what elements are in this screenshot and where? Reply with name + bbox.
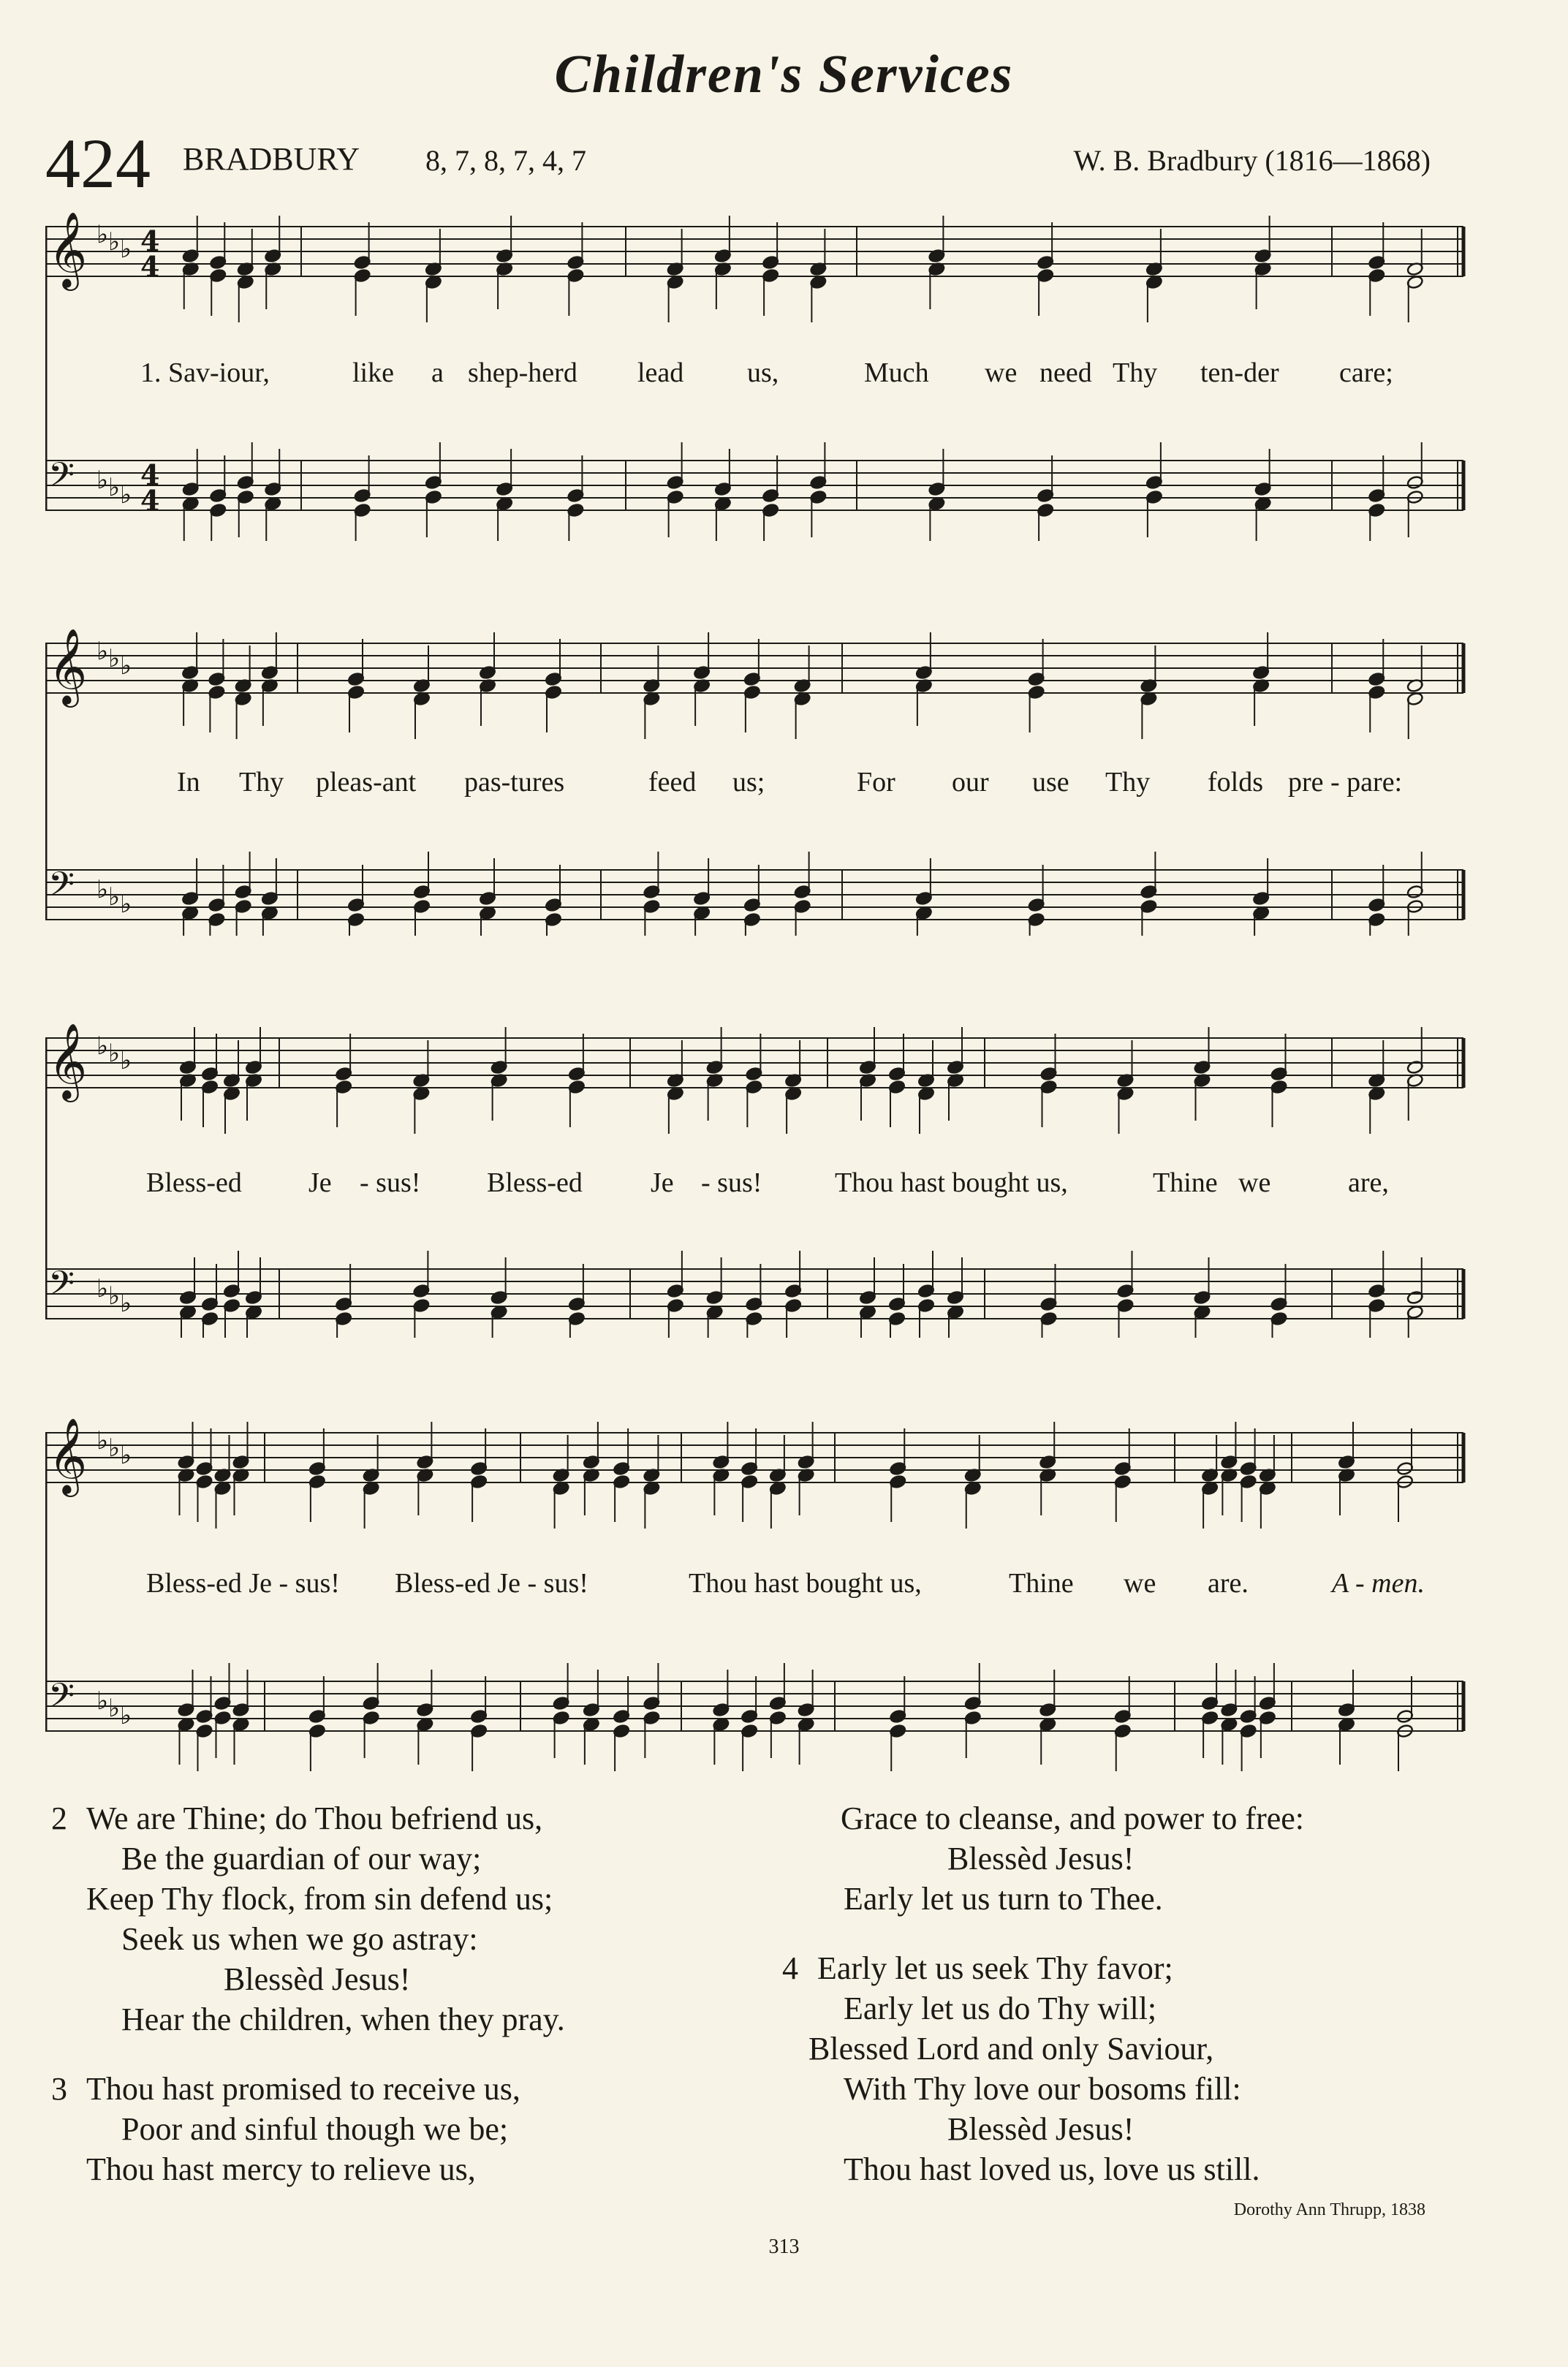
verse-line: Seek us when we go astray: <box>121 1921 478 1957</box>
svg-text:♭: ♭ <box>108 882 121 912</box>
lyric-syllable: For <box>857 767 895 798</box>
lyric-syllable: Thou hast bought us, <box>835 1167 1068 1198</box>
svg-text:♭: ♭ <box>96 1031 109 1061</box>
lyric-syllable: feed <box>648 767 697 798</box>
svg-text:♭: ♭ <box>108 473 121 502</box>
lyric-syllable: 1. Sav-iour, <box>140 357 270 388</box>
svg-text:4: 4 <box>140 224 160 257</box>
verse-2 <box>51 1798 746 2040</box>
svg-text:𝄞: 𝄞 <box>48 212 88 288</box>
composer: W. B. Bradbury (1816—1868) <box>1073 144 1431 177</box>
verse-line: Early let us do Thy will; <box>844 1991 1157 2026</box>
verse-line: Be the guardian of our way; <box>121 1841 482 1876</box>
lyric-syllable: shep-herd <box>468 357 577 388</box>
lyric-syllable: - sus! <box>360 1167 421 1198</box>
lyric-syllable: us; <box>732 767 765 798</box>
verse-line: Thou hast loved us, love us still. <box>844 2151 1260 2187</box>
lyric-syllable: ten-der <box>1200 357 1279 388</box>
svg-text:♭: ♭ <box>96 1686 109 1716</box>
verse-number: 4 <box>782 1950 798 1986</box>
section-title: Children's Services <box>554 45 1014 105</box>
lyric-syllable: Je <box>308 1167 332 1198</box>
verse-line: Poor and sinful though we be; <box>121 2111 509 2147</box>
verse-line: Early let us turn to Thee. <box>844 1881 1163 1917</box>
lyric-syllable: we <box>1238 1167 1271 1198</box>
svg-text:♭: ♭ <box>96 466 109 495</box>
svg-text:♭: ♭ <box>120 1289 132 1318</box>
lyric-syllable: our <box>952 767 989 798</box>
lyric-syllable: Bless-ed <box>487 1167 583 1198</box>
lyric-syllable: use <box>1032 767 1069 798</box>
svg-text:♭: ♭ <box>96 637 109 666</box>
svg-text:♭: ♭ <box>120 651 132 681</box>
svg-text:♭: ♭ <box>108 227 121 257</box>
lyric-syllable: Thy <box>239 767 284 798</box>
tune-name: BRADBURY <box>183 141 360 177</box>
lyric-syllable: Thy <box>1113 357 1158 388</box>
lyric-syllable: like <box>352 357 394 388</box>
lyric-syllable: we <box>985 357 1018 388</box>
svg-text:♭: ♭ <box>120 235 132 264</box>
verse-line: With Thy love our bosoms fill: <box>844 2071 1241 2107</box>
verse-line: Hear the children, when they pray. <box>121 2001 565 2037</box>
verse-line: Blessèd Jesus! <box>947 2111 1135 2147</box>
svg-text:♭: ♭ <box>120 1701 132 1730</box>
lyric-syllable: A - men. <box>1332 1568 1425 1599</box>
svg-text:𝄢: 𝄢 <box>48 1676 75 1724</box>
verse-4 <box>782 1948 1513 2189</box>
lyric-syllable: In <box>177 767 200 798</box>
lyric-syllable: care; <box>1339 357 1393 388</box>
svg-text:♭: ♭ <box>120 890 132 919</box>
verse-line: Thou hast promised to receive us, <box>86 2071 520 2107</box>
lyric-syllable: Thy <box>1105 767 1151 798</box>
svg-text:♭: ♭ <box>108 1281 121 1311</box>
lyric-syllable: Much <box>864 357 929 388</box>
svg-text:♭: ♭ <box>96 1274 109 1303</box>
svg-text:𝄢: 𝄢 <box>48 865 75 912</box>
lyric-syllable: Bless-ed <box>146 1167 242 1198</box>
lyric-syllable: Thine <box>1153 1167 1218 1198</box>
svg-text:4: 4 <box>140 484 160 517</box>
svg-text:𝄞: 𝄞 <box>48 1417 88 1494</box>
lyric-syllable: we <box>1124 1568 1156 1599</box>
lyric-syllable: us, <box>747 357 779 388</box>
lyric-syllable: pas-tures <box>464 767 565 798</box>
lyric-syllable: Bless-ed Je - sus! <box>395 1568 588 1599</box>
lyric-syllable: are. <box>1208 1568 1249 1599</box>
lyric-syllable: Thou hast bought us, <box>689 1568 922 1599</box>
verse-line: Blessèd Jesus! <box>947 1841 1135 1876</box>
svg-text:𝄢: 𝄢 <box>48 455 75 503</box>
svg-text:♭: ♭ <box>96 1426 109 1455</box>
page-number: 313 <box>768 2235 800 2258</box>
lyricist-credit: Dorothy Ann Thrupp, 1838 <box>1233 2200 1425 2219</box>
svg-text:𝄞: 𝄞 <box>48 628 88 705</box>
verses-left-column <box>51 1798 746 2219</box>
music-system-4 <box>45 1404 1468 1776</box>
svg-text:♭: ♭ <box>120 1441 132 1470</box>
hymn-number: 424 <box>45 124 151 202</box>
verse-line: Blessed Lord and only Saviour, <box>808 2031 1214 2067</box>
svg-text:♭: ♭ <box>120 480 132 510</box>
lyric-syllable: Bless-ed Je - sus! <box>146 1568 340 1599</box>
verse-line: Keep Thy flock, from sin defend us; <box>86 1881 553 1917</box>
verses-right-column <box>782 1798 1513 2219</box>
lyric-syllable: pre - pare: <box>1288 767 1403 798</box>
lyric-syllable: a <box>431 357 444 388</box>
verse-line: Blessèd Jesus! <box>224 1961 411 1997</box>
svg-text:4: 4 <box>140 458 160 491</box>
music-system-2 <box>45 614 1468 936</box>
svg-text:𝄞: 𝄞 <box>48 1023 88 1099</box>
svg-text:𝄢: 𝄢 <box>48 1264 75 1311</box>
svg-text:♭: ♭ <box>108 1434 121 1463</box>
meter: 8, 7, 8, 7, 4, 7 <box>425 144 586 177</box>
verse-line: Early let us seek Thy favor; <box>817 1950 1173 1986</box>
music-system-3 <box>45 1016 1468 1338</box>
lyric-syllable: need <box>1039 357 1092 388</box>
svg-text:4: 4 <box>140 250 160 283</box>
lyric-syllable: pleas-ant <box>316 767 417 798</box>
verse-line: Thou hast mercy to relieve us, <box>86 2151 476 2187</box>
verse-3 <box>51 2069 746 2189</box>
verse-number: 3 <box>51 2071 67 2107</box>
svg-text:♭: ♭ <box>96 220 109 249</box>
lyric-syllable: lead <box>637 357 684 388</box>
lyric-syllable: are, <box>1348 1167 1389 1198</box>
svg-text:♭: ♭ <box>108 1694 121 1723</box>
music-system-1 <box>45 212 1468 541</box>
verse-line: Grace to cleanse, and power to free: <box>841 1800 1305 1836</box>
svg-text:♭: ♭ <box>108 1039 121 1068</box>
verse-number: 2 <box>51 1800 67 1836</box>
lyric-syllable: Thine <box>1009 1568 1074 1599</box>
lyric-syllable: - sus! <box>701 1167 762 1198</box>
svg-text:♭: ♭ <box>120 1046 132 1075</box>
svg-text:♭: ♭ <box>96 875 109 904</box>
verse-3-continued <box>782 1798 1513 1919</box>
lyric-syllable: folds <box>1208 767 1263 798</box>
verse-line: We are Thine; do Thou befriend us, <box>86 1800 543 1836</box>
svg-text:♭: ♭ <box>108 644 121 673</box>
lyric-syllable: Je <box>651 1167 674 1198</box>
